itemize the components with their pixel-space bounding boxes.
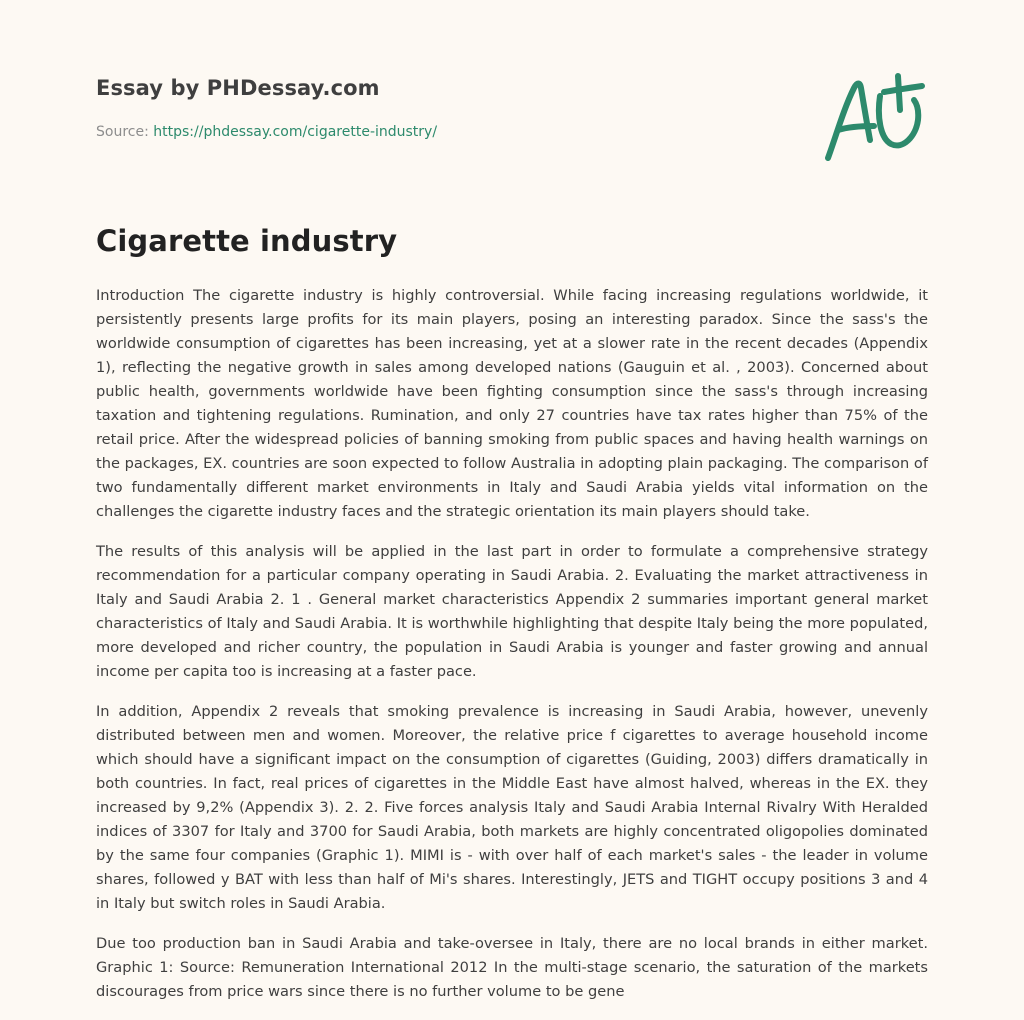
source-label: Source: [96, 124, 154, 140]
essay-paragraph-4: Due too production ban in Saudi Arabia and take-oversee in Italy, there are no local brands in either market. Graphic 1: Source: Remuneration International 2012 In the multi-stage scenario, the saturation of the markets discourages from price wars since there is no further volume to be gene [96, 935, 928, 1000]
essay-paragraph-3: In addition, Appendix 2 reveals that smoking prevalence is increasing in Saudi Arabia, however, unevenly distributed between men and women. Moreover, the relative price f cigarettes to average household income which should have a significant impact on the consumption of cigarettes (Guiding, 2003) differs dramatically in both countries. In fact, real prices of cigarettes in the Middle East have almost halved, whereas in the EX. they increased by 9,2% (Appendix 3). 2. 2. Five forces analysis Italy and Saudi Arabia Internal Rivalry With Heralded indices of 3307 for Italy and 3700 for Saudi Arabia, both markets are highly concentrated oligopolies dominated by the same four companies (Graphic 1). MIMI is - with over half of each market's sales - the leader in volume shares, followed y BAT with less than half of Mi's shares. Interestingly, JETS and TIGHT occupy positions 3 and 4 in Italy but switch roles in Saudi Arabia. [96, 703, 928, 912]
essay-paragraph-1: Introduction The cigarette industry is highly controversial. While facing increasing regulations worldwide, it persistently presents large profits for its main players, posing an interesting paradox. Since the sass's the worldwide consumption of cigarettes has been increasing, yet at a slower rate in the recent decades (Appendix 1), reflecting the negative growth in sales among developed nations (Gauguin et al. , 2003). Concerned about public health, governments worldwide have been fighting consumption since the sass's through increasing taxation and tightening regulations. Rumination, and only 27 countries have tax rates higher than 75% of the retail price. After the widespread policies of banning smoking from public spaces and having health warnings on the packages, EX. countries are soon expected to follow Australia in adopting plain packaging. The comparison of two fundamentally different market environments in Italy and Saudi Arabia yields vital information on the challenges the cigarette industry faces and the strategic orientation its main players should take. [96, 287, 928, 520]
source-link[interactable]: https://phdessay.com/cigarette-industry/ [153, 124, 438, 140]
essay-body [96, 284, 928, 1020]
essay-title: Cigarette industry [96, 224, 398, 258]
site-brand: Essay by PHDessay.com [96, 76, 380, 100]
source-line [96, 124, 437, 140]
a-plus-logo-icon [818, 66, 930, 166]
essay-paragraph-2: The results of this analysis will be applied in the last part in order to formulate a comprehensive strategy recommendation for a particular company operating in Saudi Arabia. 2. Evaluating the market attractiveness in Italy and Saudi Arabia 2. 1 . General market characteristics Appendix 2 summaries important general market characteristics of Italy and Saudi Arabia. It is worthwhile highlighting that despite Italy being the more populated, more developed and richer country, the population in Saudi Arabia is younger and faster growing and annual income per capita too is increasing at a faster pace. [96, 543, 928, 680]
